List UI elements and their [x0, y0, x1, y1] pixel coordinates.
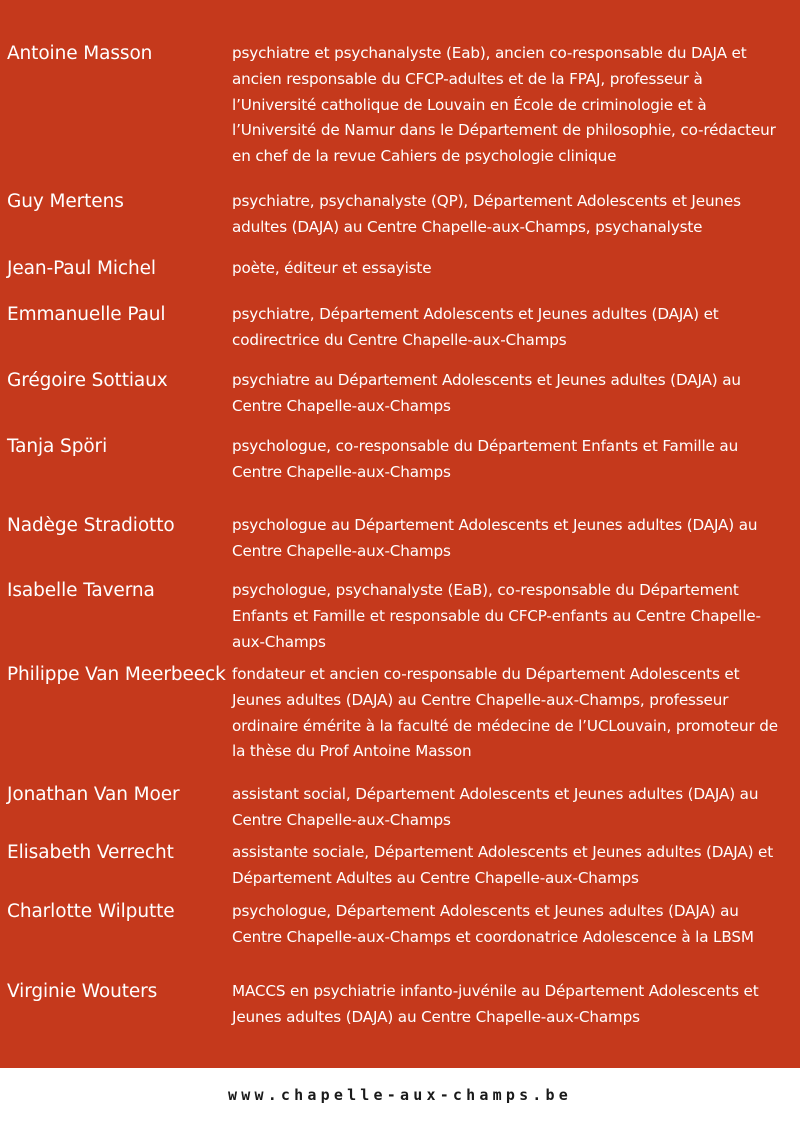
contributor-description: psychologue, co-responsable du Département Enfants et Famille au Centre Chapelle-aux-Champs — [232, 437, 739, 481]
contributor-description: psychiatre, Département Adolescents et Jeunes adultes (DAJA) et codirectrice du Centre Chapelle-aux-Champs — [232, 305, 719, 349]
contributor-description: MACCS en psychiatrie infanto-juvénile au Département Adolescents et Jeunes adultes (DAJA) au Centre Chapelle-aux-Champs — [232, 982, 759, 1026]
contributor-name: Nadège Stradiotto — [7, 515, 175, 536]
contributor-description: psychiatre au Département Adolescents et Jeunes adultes (DAJA) au Centre Chapelle-aux-Champs — [232, 371, 741, 415]
contributor-name: Guy Mertens — [7, 191, 124, 212]
contributor-name: Jonathan Van Moer — [7, 784, 180, 805]
contributor-description: assistant social, Département Adolescents et Jeunes adultes (DAJA) au Centre Chapelle-aux-Champs — [232, 785, 759, 829]
contributor-description: psychologue, psychanalyste (EaB), co-responsable du Département Enfants et Famille et responsable du CFCP-enfants au Centre Chapelle-aux-Champs — [232, 581, 761, 651]
contributor-name: Elisabeth Verrecht — [7, 842, 174, 863]
contributor-description: poète, éditeur et essayiste — [232, 259, 432, 277]
contributor-name: Charlotte Wilputte — [7, 901, 175, 922]
contributor-name: Grégoire Sottiaux — [7, 370, 168, 391]
contributor-description: psychologue, Département Adolescents et Jeunes adultes (DAJA) au Centre Chapelle-aux-Champs et coordonatrice Adolescence à la LBSM — [232, 902, 754, 946]
contributor-description: psychiatre, psychanalyste (QP), Département Adolescents et Jeunes adultes (DAJA) au Centre Chapelle-aux-Champs, psychanalyste — [232, 192, 741, 236]
contributor-name: Isabelle Taverna — [7, 580, 155, 601]
website-link[interactable]: www.chapelle-aux-champs.be — [228, 1086, 572, 1104]
contributor-name: Jean-Paul Michel — [7, 258, 156, 279]
contributor-name: Tanja Spöri — [7, 436, 108, 457]
contributor-description: psychologue au Département Adolescents et Jeunes adultes (DAJA) au Centre Chapelle-aux-Champs — [232, 516, 758, 560]
contributor-description: fondateur et ancien co-responsable du Département Adolescents et Jeunes adultes (DAJA) au Centre Chapelle-aux-Champs, professeur ordinaire émérite à la faculté de médecine de l’UCLouvain, promoteur de la thèse du Prof Antoine Masson — [232, 665, 778, 761]
contributor-description: psychiatre et psychanalyste (Eab), ancien co-responsable du DAJA et ancien responsable du CFCP-adultes et de la FPAJ, professeur à l’Université catholique de Louvain en École de criminologie et à l’Université de Namur dans le Département de philosophie, co-rédacteur en chef de la revue Cahiers de psychologie clinique — [232, 44, 776, 166]
contributor-description: assistante sociale, Département Adolescents et Jeunes adultes (DAJA) et Département Adultes au Centre Chapelle-aux-Champs — [232, 843, 774, 887]
contributor-name: Emmanuelle Paul — [7, 304, 166, 325]
contributor-name: Antoine Masson — [7, 43, 153, 64]
footer — [0, 1068, 800, 1132]
contributor-name: Philippe Van Meerbeeck — [7, 664, 226, 685]
contributor-name: Virginie Wouters — [7, 981, 158, 1002]
